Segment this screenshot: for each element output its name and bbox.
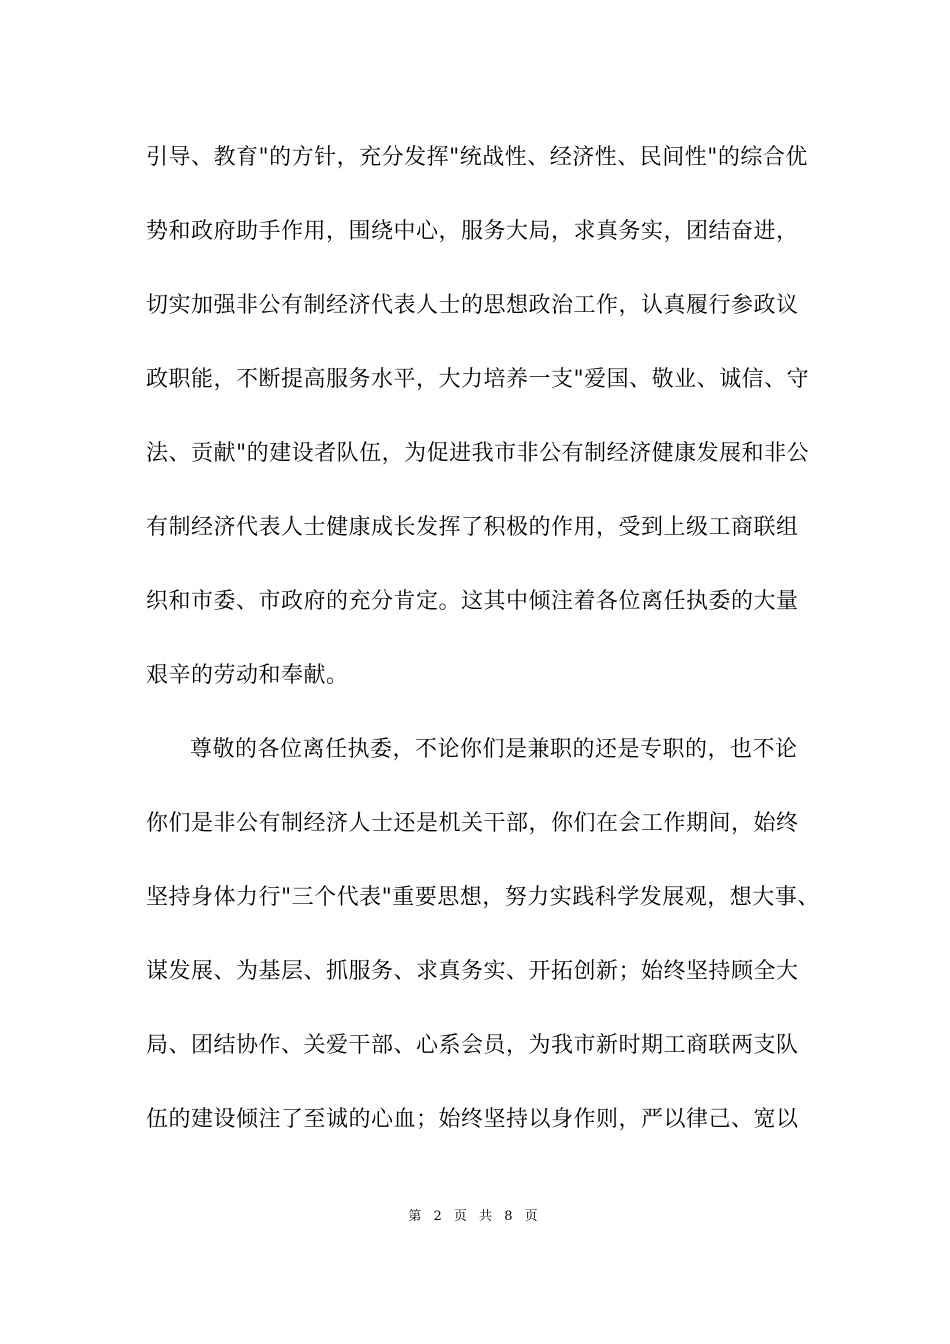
text-line: 局、团结协作、关爱干部、心系会员，为我市新时期工商联两支队: [146, 1033, 799, 1058]
text-line: 坚持身体力行"三个代表"重要思想，努力实践科学发展观，想大事、: [146, 885, 820, 910]
text-line: 引导、教育"的方针，充分发挥"统战性、经济性、民间性"的综合优: [146, 145, 808, 170]
paragraph-start-line: 尊敬的各位离任执委，不论你们是兼职的还是专职的，也不论: [190, 737, 798, 762]
text-line: 政职能，不断提高服务水平，大力培养一支"爱国、敬业、诚信、守: [146, 367, 810, 392]
text-line: 织和市委、市政府的充分肯定。这其中倾注着各位离任执委的大量: [146, 589, 799, 614]
text-line: 有制经济代表人士健康成长发挥了积极的作用，受到上级工商联组: [146, 515, 799, 540]
text-line: 切实加强非公有制经济代表人士的思想政治工作，认真履行参政议: [146, 293, 799, 318]
text-line: 艰辛的劳动和奉献。: [146, 663, 349, 688]
text-line: 势和政府助手作用，围绕中心，服务大局，求真务实，团结奋进，: [146, 219, 799, 244]
body-text: [146, 138, 820, 1174]
text-line: 法、贡献"的建设者队伍，为促进我市非公有制经济健康发展和非公: [146, 441, 810, 466]
page-number-footer: 第 2 页 共 8 页: [408, 1209, 542, 1224]
text-line: 伍的建设倾注了至诚的心血；始终坚持以身作则，严以律己、宽以: [146, 1107, 799, 1132]
text-line: 谋发展、为基层、抓服务、求真务实、开拓创新；始终坚持顾全大: [146, 959, 799, 984]
text-line: 你们是非公有制经济人士还是机关干部，你们在会工作期间，始终: [146, 811, 799, 836]
